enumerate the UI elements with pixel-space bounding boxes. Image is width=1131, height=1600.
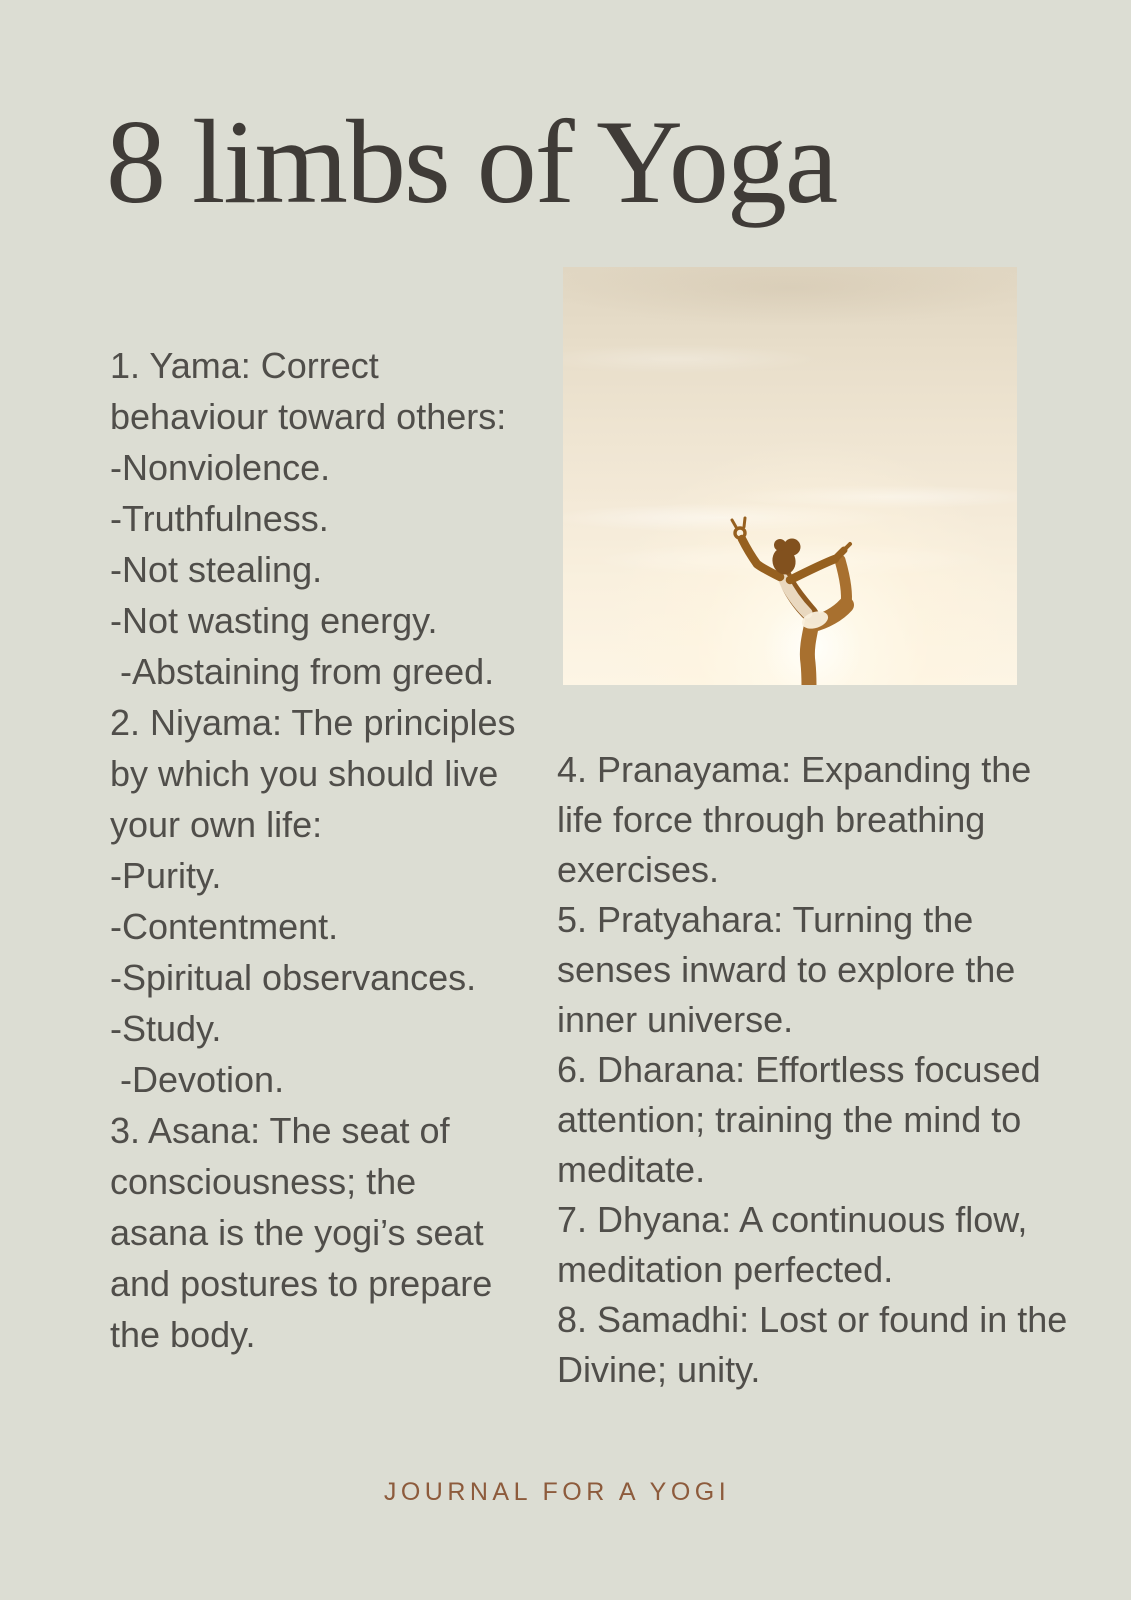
text-line: life force through breathing bbox=[557, 799, 986, 840]
text-line: -Abstaining from greed. bbox=[110, 651, 495, 692]
text-line: meditate. bbox=[557, 1149, 706, 1190]
text-line: -Nonviolence. bbox=[110, 447, 331, 488]
text-line: 8. Samadhi: Lost or found in the bbox=[557, 1299, 1068, 1340]
page-title: 8 limbs of Yoga bbox=[106, 95, 837, 228]
text-line: 2. Niyama: The principles bbox=[110, 702, 516, 743]
text-line: consciousness; the bbox=[110, 1161, 417, 1202]
text-line: senses inward to explore the bbox=[557, 949, 1016, 990]
dancer-pose-silhouette bbox=[563, 267, 1017, 685]
text-line: the body. bbox=[110, 1314, 256, 1355]
left-text-column bbox=[110, 340, 555, 1360]
ok-mudra-hand bbox=[735, 528, 745, 538]
text-line: behaviour toward others: bbox=[110, 396, 507, 437]
yoga-sunset-photo bbox=[563, 267, 1017, 685]
text-line: -Not wasting energy. bbox=[110, 600, 438, 641]
text-line: 1. Yama: Correct bbox=[110, 345, 379, 386]
text-line: -Purity. bbox=[110, 855, 222, 896]
silhouette-raised-arm bbox=[732, 518, 780, 577]
text-line: Divine; unity. bbox=[557, 1349, 761, 1390]
text-line: 6. Dharana: Effortless focused bbox=[557, 1049, 1041, 1090]
right-text-column bbox=[557, 745, 1068, 1395]
text-line: 4. Pranayama: Expanding the bbox=[557, 749, 1032, 790]
text-line: attention; training the mind to bbox=[557, 1099, 1022, 1140]
text-line: -Spiritual observances. bbox=[110, 957, 477, 998]
text-line: 3. Asana: The seat of bbox=[110, 1110, 450, 1151]
text-line: by which you should live bbox=[110, 753, 499, 794]
text-line: -Truthfulness. bbox=[110, 498, 329, 539]
text-line: meditation perfected. bbox=[557, 1249, 894, 1290]
silhouette-standing-leg bbox=[807, 623, 812, 685]
text-line: -Contentment. bbox=[110, 906, 339, 947]
text-line: -Study. bbox=[110, 1008, 222, 1049]
text-line: -Devotion. bbox=[110, 1059, 285, 1100]
text-line: exercises. bbox=[557, 849, 720, 890]
text-line: -Not stealing. bbox=[110, 549, 323, 590]
text-line: and postures to prepare bbox=[110, 1263, 493, 1304]
text-line: inner universe. bbox=[557, 999, 794, 1040]
text-line: 5. Pratyahara: Turning the bbox=[557, 899, 974, 940]
text-line: asana is the yogi’s seat bbox=[110, 1212, 484, 1253]
text-line: your own life: bbox=[110, 804, 323, 845]
text-line: 7. Dhyana: A continuous flow, bbox=[557, 1199, 1028, 1240]
footer-brand: JOURNAL FOR A YOGI bbox=[383, 1478, 731, 1506]
footer bbox=[0, 1478, 1114, 1507]
